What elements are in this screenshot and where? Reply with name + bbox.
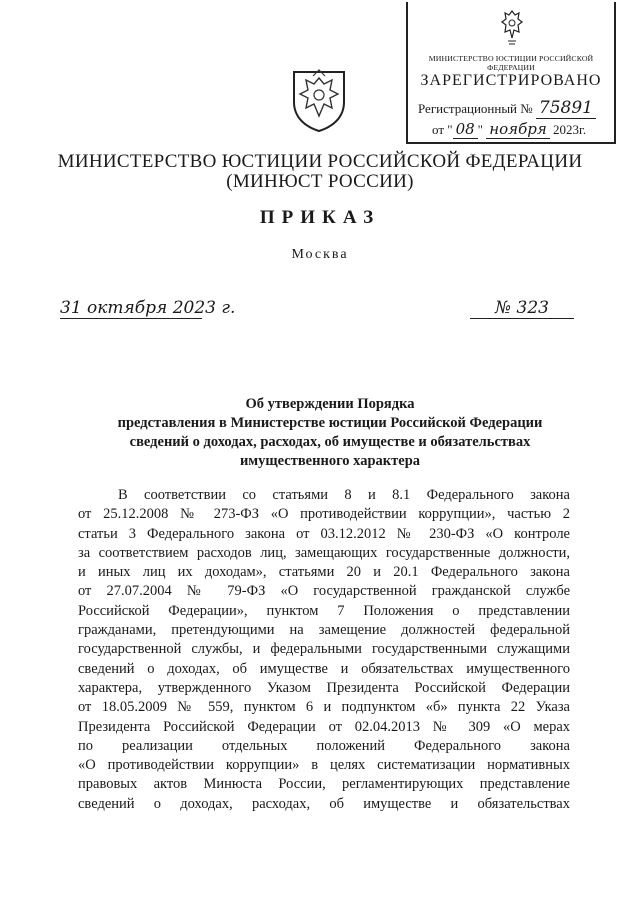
ministry-short-name: (МИНЮСТ РОССИИ) xyxy=(226,171,414,192)
body-line: характера, утвержденного Указом Президента Российской Федерации xyxy=(78,679,570,696)
title-line: Об утверждении Порядка xyxy=(245,396,415,412)
body-line: от 27.07.2004 № 79-ФЗ «О государственной гражданской службе xyxy=(78,583,570,600)
stamp-reg-label: Регистрационный № xyxy=(418,101,533,116)
stamp-date-month: ноября xyxy=(486,120,550,139)
body-line: статьи 3 Федерального закона от 03.12.2012 № 230-ФЗ «О контроле xyxy=(78,525,570,542)
body-line: и иных лиц их доходам», статьями 20 и 20.1 Федерального закона xyxy=(78,564,570,581)
body-line: по реализации отдельных положений Федерального закона xyxy=(78,737,570,754)
body-line: сведений о доходах, об имуществе и обязательствах имущественного xyxy=(78,660,570,677)
stamp-date-line: от " 08 " ноября 2023г. xyxy=(432,120,587,138)
coat-of-arms-icon xyxy=(500,8,524,48)
ministry-header xyxy=(0,152,640,192)
body-line: сведений о доходах, расходах, об имуществе и обязательствах xyxy=(78,795,570,812)
document-number: № 323 xyxy=(470,298,574,319)
body-line: В соответствии со статьями 8 и 8.1 Федерального закона xyxy=(118,487,570,503)
body-line: государственной службы, и федеральными государственными служащими xyxy=(78,641,570,658)
body-line: Президента Российской Федерации от 02.04.2013 № 309 «О мерах xyxy=(78,718,570,735)
body-paragraph xyxy=(78,486,570,814)
city-label: Москва xyxy=(291,247,349,262)
body-line: гражданами, претендующими на замещение должностей федеральной xyxy=(78,622,570,639)
registration-stamp xyxy=(406,2,616,144)
body-line: «О противодействии коррупции» в целях систематизации нормативных xyxy=(78,757,570,774)
coat-of-arms-icon xyxy=(288,64,350,134)
ministry-name: МИНИСТЕРСТВО ЮСТИЦИИ РОССИЙСКОЙ ФЕДЕРАЦИИ xyxy=(57,151,583,172)
stamp-date-year: 2023г. xyxy=(553,122,587,137)
stamp-registered-label: ЗАРЕГИСТРИРОВАНО xyxy=(420,72,602,89)
stamp-registration-number-line xyxy=(418,98,596,119)
body-line: от 25.12.2008 № 273-ФЗ «О противодействии коррупции», частью 2 xyxy=(78,506,570,523)
stamp-reg-number: 75891 xyxy=(536,98,596,119)
stamp-date-prefix: от " xyxy=(432,122,453,137)
title-line: имущественного характера xyxy=(239,453,421,469)
body-line: правовых актов Минюста России, регламентирующих представление xyxy=(78,776,570,793)
stamp-date-day: 08 xyxy=(453,120,478,139)
stamp-ministry-name: МИНИСТЕРСТВО ЮСТИЦИИ РОССИЙСКОЙ ФЕДЕРАЦИИ xyxy=(428,54,594,72)
document-type-title: ПРИКАЗ xyxy=(259,207,381,228)
title-line: представления в Министерстве юстиции Российской Федерации xyxy=(117,415,543,431)
document-date: 31 октября 2023 г. xyxy=(60,298,236,318)
body-line: за соответствием расходов лиц, замещающих государственные должности, xyxy=(78,544,570,561)
title-line: сведений о доходах, расходах, об имуществе и обязательствах xyxy=(129,434,531,450)
body-line: Российской Федерации», пунктом 7 Положения о представлении xyxy=(78,602,570,619)
body-line: от 18.05.2009 № 559, пунктом 6 и подпунктом «б» пункта 22 Указа xyxy=(78,699,570,716)
order-title xyxy=(40,395,620,471)
